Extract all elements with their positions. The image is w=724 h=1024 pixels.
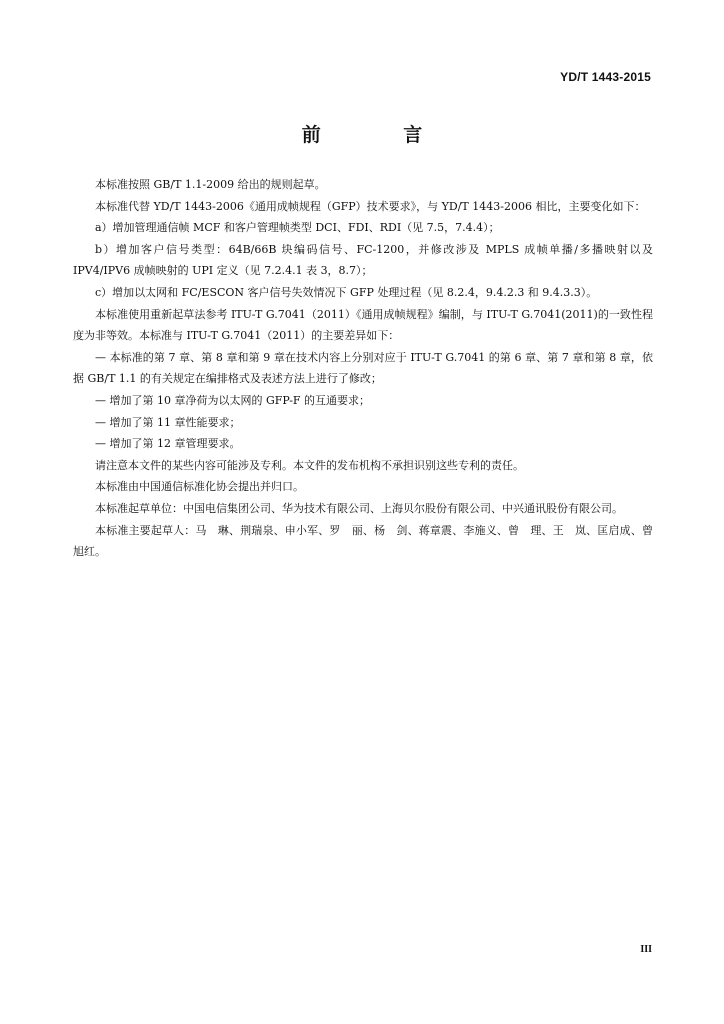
paragraph-drafting-units: 本标准起草单位：中国电信集团公司、华为技术有限公司、上海贝尔股份有限公司、中兴通讯股份有限公司。 [95,501,623,515]
list-item-change-a: a）增加管理通信帧 MCF 和客户管理帧类型 DCI、FDI、RDI（见 7.5，7.4.4）； [95,221,500,235]
page-title: 前 言 [301,124,461,146]
paragraph-drafters: 本标准主要起草人：马 琳、荆瑞泉、申小军、罗 丽、杨 剑、蒋章震、李施义、曾 理、王 岚、匡启成、曾旭红。 [73,523,653,559]
list-item-difference-1: — 本标准的第 7 章、第 8 章和第 9 章在技术内容上分别对应于 ITU-T G.7041 的第 6 章、第 7 章和第 8 章，依据 GB/T 1.1 的有关规定在编排格式及表述方法上进行了修改； [73,350,653,386]
list-item-change-b: b）增加客户信号类型：64B/66B 块编码信号、FC-1200，并修改涉及 MPLS 成帧单播/多播映射以及IPV4/IPV6 成帧映射的 UPI 定义（见 7.2.4.1 表 3，8.7）； [73,242,653,278]
paragraph-reference-method: 本标准使用重新起草法参考 ITU-T G.7041（2011）《通用成帧规程》编制，与 ITU-T G.7041(2011)的一致性程度为非等效。本标准与 ITU-T G.7041（2011）的主要差异如下： [73,307,653,343]
list-item-difference-2: — 增加了第 10 章净荷为以太网的 GFP-F 的互通要求； [95,393,371,407]
list-item-change-c: c）增加以太网和 FC/ESCON 客户信号失效情况下 GFP 处理过程（见 8.2.4，9.4.2.3 和 9.4.3.3）。 [95,285,598,299]
document-code: YD/T 1443-2015 [560,70,651,84]
list-item-difference-3: — 增加了第 11 章性能要求； [95,415,241,429]
page-number: III [640,944,652,955]
list-item-difference-4: — 增加了第 12 章管理要求。 [95,437,241,451]
paragraph-drafting-rules: 本标准按照 GB/T 1.1-2009 给出的规则起草。 [95,178,326,191]
paragraph-proposer: 本标准由中国通信标准化协会提出并归口。 [95,480,304,494]
paragraph-patent-notice: 请注意本文件的某些内容可能涉及专利。本文件的发布机构不承担识别这些专利的责任。 [95,458,524,472]
foreword-body [73,174,653,563]
paragraph-replacement: 本标准代替 YD/T 1443-2006《通用成帧规程（GFP）技术要求》，与 YD/T 1443-2006 相比，主要变化如下： [95,199,646,213]
